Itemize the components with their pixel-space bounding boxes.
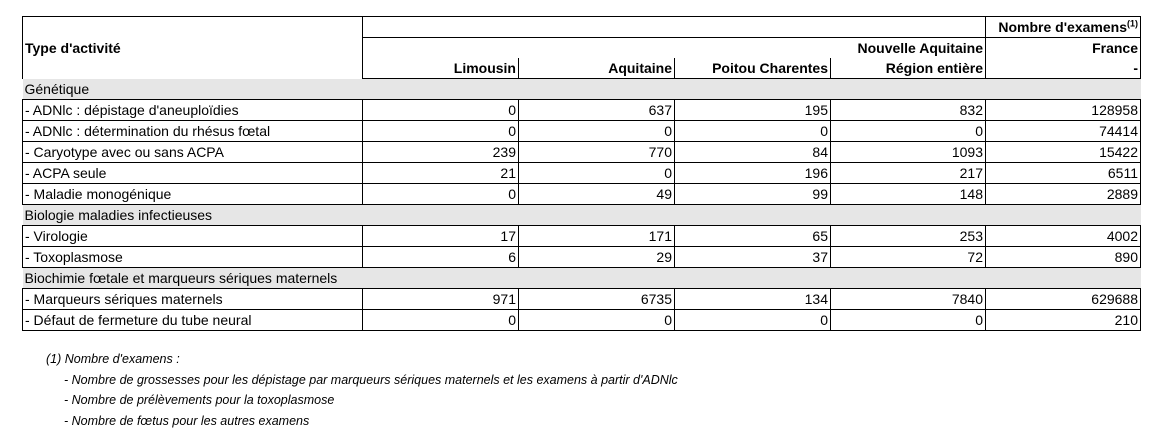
row-value: 72 [831, 247, 986, 268]
table-row [23, 226, 1141, 247]
row-value: 4002 [986, 226, 1141, 247]
row-value: 0 [831, 310, 986, 331]
row-value: 0 [363, 310, 519, 331]
category-row [23, 268, 1141, 289]
table-row [23, 100, 1141, 121]
row-value: 171 [519, 226, 675, 247]
row-label: - Défaut de fermeture du tube neural [23, 310, 363, 331]
row-value: 7840 [831, 289, 986, 310]
row-value: 971 [363, 289, 519, 310]
row-value: 629688 [986, 289, 1141, 310]
nombre-examens-sup: (1) [1127, 18, 1138, 29]
row-value: 74414 [986, 121, 1141, 142]
nombre-examens-header [986, 17, 1141, 38]
row-value: 0 [519, 310, 675, 331]
row-value: 0 [363, 100, 519, 121]
row-value: 49 [519, 184, 675, 205]
row-value: 0 [675, 310, 831, 331]
row-value: 37 [675, 247, 831, 268]
row-value: 148 [831, 184, 986, 205]
row-value: 832 [831, 100, 986, 121]
row-value: 128958 [986, 100, 1141, 121]
row-label: - Virologie [23, 226, 363, 247]
table-row [23, 247, 1141, 268]
category-row [23, 205, 1141, 226]
table-row [23, 310, 1141, 331]
row-value: 84 [675, 142, 831, 163]
header-row-1 [23, 17, 1141, 38]
table-row [23, 142, 1141, 163]
footnote-item: - Nombre de prélèvements pour la toxoplasmose [64, 393, 335, 407]
table-row [23, 184, 1141, 205]
row-value: 1093 [831, 142, 986, 163]
footnote-item: - Nombre de fœtus pour les autres examens [64, 413, 310, 428]
row-value: 17 [363, 226, 519, 247]
header-empty-cell [363, 17, 986, 38]
row-value: 770 [519, 142, 675, 163]
row-value: 134 [675, 289, 831, 310]
header-empty-cell-2 [363, 38, 831, 59]
row-label: - Marqueurs sériques maternels [23, 289, 363, 310]
row-value: 0 [675, 121, 831, 142]
nouvelle-aquitaine-header: Nouvelle Aquitaine [831, 38, 986, 59]
france-header: France [986, 38, 1141, 59]
row-label: - Maladie monogénique [23, 184, 363, 205]
col-header-poitou: Poitou Charentes [675, 58, 831, 79]
row-value: 21 [363, 163, 519, 184]
col-header-limousin: Limousin [363, 58, 519, 79]
row-value: 253 [831, 226, 986, 247]
row-value: 217 [831, 163, 986, 184]
row-label: - Toxoplasmose [23, 247, 363, 268]
category-label: Biologie maladies infectieuses [23, 205, 1141, 226]
category-label: Biochimie fœtale et marqueurs sériques maternels [23, 268, 1141, 289]
row-value: 0 [831, 121, 986, 142]
row-value: 890 [986, 247, 1141, 268]
footnote-item: - Nombre de grossesses pour les dépistage par marqueurs sériques maternels et les examens à partir d'ADNlc [64, 372, 678, 387]
row-value: 0 [363, 184, 519, 205]
row-value: 99 [675, 184, 831, 205]
row-value: 0 [519, 163, 675, 184]
row-value: 0 [519, 121, 675, 142]
footnotes [46, 349, 678, 431]
row-value: 196 [675, 163, 831, 184]
row-value: 195 [675, 100, 831, 121]
row-value: 0 [363, 121, 519, 142]
row-value: 6735 [519, 289, 675, 310]
category-label: Génétique [23, 79, 1141, 100]
table-row [23, 163, 1141, 184]
table-row [23, 121, 1141, 142]
activity-table [22, 16, 1141, 331]
footnote-title: (1) Nombre d'examens : [46, 352, 180, 366]
row-value: 15422 [986, 142, 1141, 163]
row-value: 2889 [986, 184, 1141, 205]
row-value: 6511 [986, 163, 1141, 184]
type-activite-header: Type d'activité [23, 17, 363, 79]
category-row [23, 79, 1141, 100]
row-value: 6 [363, 247, 519, 268]
col-header-region: Région entière [831, 58, 986, 79]
row-value: 65 [675, 226, 831, 247]
row-value: 210 [986, 310, 1141, 331]
col-header-france: - [986, 58, 1141, 79]
table-row [23, 289, 1141, 310]
row-label: - Caryotype avec ou sans ACPA [23, 142, 363, 163]
row-value: 637 [519, 100, 675, 121]
row-label: - ADNlc : dépistage d'aneuploïdies [23, 100, 363, 121]
row-value: 29 [519, 247, 675, 268]
row-label: - ADNlc : détermination du rhésus fœtal [23, 121, 363, 142]
row-label: - ACPA seule [23, 163, 363, 184]
col-header-aquitaine: Aquitaine [519, 58, 675, 79]
nombre-examens-label: Nombre d'examens [998, 19, 1127, 35]
row-value: 239 [363, 142, 519, 163]
